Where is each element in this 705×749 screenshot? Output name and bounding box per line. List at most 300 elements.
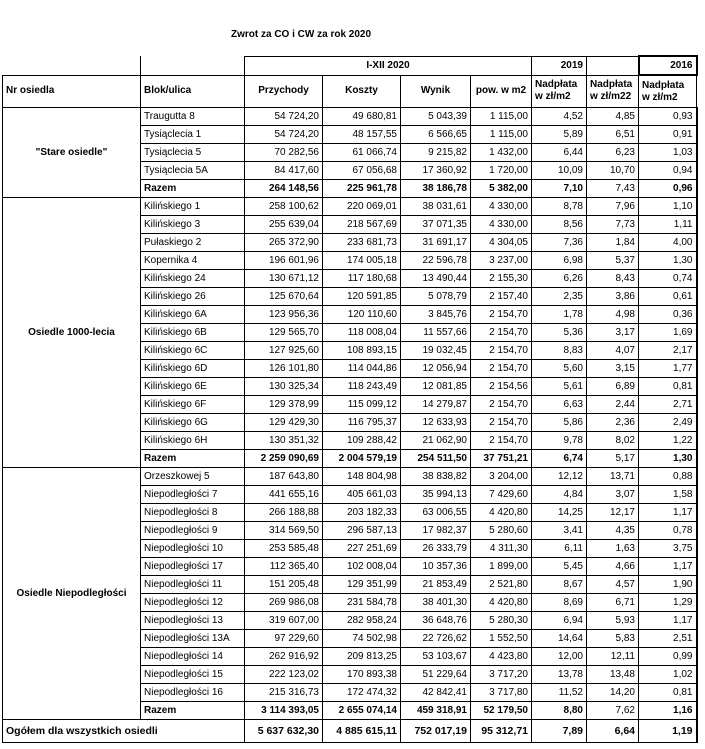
value-cell: 3 717,80 xyxy=(471,684,532,702)
value-cell: 0,88 xyxy=(639,468,697,486)
year-2019-header: 2019 xyxy=(532,56,587,75)
value-cell: 37 071,35 xyxy=(401,216,471,234)
year-2016-header: 2016 xyxy=(639,56,697,75)
value-cell: 2 154,70 xyxy=(471,342,532,360)
value-cell: 4,66 xyxy=(587,558,639,576)
blok-cell: Kopernika 4 xyxy=(141,252,245,270)
value-cell: 1,03 xyxy=(639,144,697,162)
value-cell: 129 565,70 xyxy=(245,324,323,342)
value-cell: 51 229,64 xyxy=(401,666,471,684)
value-cell: 7,36 xyxy=(532,234,587,252)
value-cell: 13,71 xyxy=(587,468,639,486)
blok-cell: Kilińskiego 6A xyxy=(141,306,245,324)
value-cell: 1,17 xyxy=(639,558,697,576)
value-cell: 123 956,36 xyxy=(245,306,323,324)
value-cell: 38 401,30 xyxy=(401,594,471,612)
value-cell: 5 043,39 xyxy=(401,108,471,126)
value-cell: 5,89 xyxy=(532,126,587,144)
value-cell: 10,70 xyxy=(587,162,639,180)
value-cell: 269 986,08 xyxy=(245,594,323,612)
value-cell: 2 154,70 xyxy=(471,414,532,432)
value-cell: 6,26 xyxy=(532,270,587,288)
value-cell: 13,48 xyxy=(587,666,639,684)
value-cell: 63 006,55 xyxy=(401,504,471,522)
value-cell: 21 853,49 xyxy=(401,576,471,594)
value-cell: 129 429,30 xyxy=(245,414,323,432)
value-cell: 215 316,73 xyxy=(245,684,323,702)
value-cell: 38 186,78 xyxy=(401,180,471,198)
value-cell: 14,64 xyxy=(532,630,587,648)
value-cell: 22 596,78 xyxy=(401,252,471,270)
value-cell: 3,07 xyxy=(587,486,639,504)
value-cell: 38 031,61 xyxy=(401,198,471,216)
value-cell: 2,36 xyxy=(587,414,639,432)
value-cell: 264 148,56 xyxy=(245,180,323,198)
value-cell: 5,36 xyxy=(532,324,587,342)
value-cell: 53 103,67 xyxy=(401,648,471,666)
value-cell: 4 330,00 xyxy=(471,216,532,234)
value-cell: 5,60 xyxy=(532,360,587,378)
value-cell: 4,84 xyxy=(532,486,587,504)
value-cell: 37 751,21 xyxy=(471,450,532,468)
value-cell: 2,17 xyxy=(639,342,697,360)
value-cell: 8,02 xyxy=(587,432,639,450)
value-cell: 2 154,70 xyxy=(471,360,532,378)
grand-total-value: 95 312,71 xyxy=(471,720,532,743)
value-cell: 225 961,78 xyxy=(323,180,401,198)
value-cell: 4 420,80 xyxy=(471,594,532,612)
value-cell: 21 062,90 xyxy=(401,432,471,450)
value-cell: 112 365,40 xyxy=(245,558,323,576)
blok-cell: Niepodległości 9 xyxy=(141,522,245,540)
value-cell: 151 205,48 xyxy=(245,576,323,594)
value-cell: 129 378,99 xyxy=(245,396,323,414)
value-cell: 130 325,34 xyxy=(245,378,323,396)
value-cell: 0,36 xyxy=(639,306,697,324)
value-cell: 441 655,16 xyxy=(245,486,323,504)
value-cell: 209 813,25 xyxy=(323,648,401,666)
value-cell: 4,00 xyxy=(639,234,697,252)
blok-cell: Tysiąclecia 5A xyxy=(141,162,245,180)
blok-cell: Kilińskiego 26 xyxy=(141,288,245,306)
value-cell: 7,62 xyxy=(587,702,639,720)
value-cell: 5 280,30 xyxy=(471,612,532,630)
value-cell: 2 521,80 xyxy=(471,576,532,594)
value-cell: 1,16 xyxy=(639,702,697,720)
blok-cell: Tysiąclecia 1 xyxy=(141,126,245,144)
value-cell: 10 357,36 xyxy=(401,558,471,576)
value-cell: 14,20 xyxy=(587,684,639,702)
value-cell: 4 420,80 xyxy=(471,504,532,522)
value-cell: 114 044,86 xyxy=(323,360,401,378)
value-cell: 3 237,00 xyxy=(471,252,532,270)
value-cell: 5 280,60 xyxy=(471,522,532,540)
blok-cell: Traugutta 8 xyxy=(141,108,245,126)
value-cell: 222 123,02 xyxy=(245,666,323,684)
value-cell: 7 429,60 xyxy=(471,486,532,504)
value-cell: 262 916,92 xyxy=(245,648,323,666)
grand-total-value: 4 885 615,11 xyxy=(323,720,401,743)
value-cell: 1,30 xyxy=(639,252,697,270)
year-2019-header-right xyxy=(587,56,639,75)
value-cell: 3 845,76 xyxy=(401,306,471,324)
osiedle-name: Osiedle Niepodległości xyxy=(3,468,141,720)
value-cell: 2 004 579,19 xyxy=(323,450,401,468)
value-cell: 4 311,30 xyxy=(471,540,532,558)
value-cell: 174 005,18 xyxy=(323,252,401,270)
value-cell: 116 795,37 xyxy=(323,414,401,432)
value-cell: 2 154,70 xyxy=(471,432,532,450)
value-cell: 5,61 xyxy=(532,378,587,396)
value-cell: 8,80 xyxy=(532,702,587,720)
value-cell: 12 056,94 xyxy=(401,360,471,378)
blok-cell: Niepodległości 17 xyxy=(141,558,245,576)
value-cell: 4 304,05 xyxy=(471,234,532,252)
value-cell: 17 360,92 xyxy=(401,162,471,180)
value-cell: 120 591,85 xyxy=(323,288,401,306)
value-cell: 2 154,56 xyxy=(471,378,532,396)
value-cell: 405 661,03 xyxy=(323,486,401,504)
value-cell: 12,17 xyxy=(587,504,639,522)
value-cell: 4,35 xyxy=(587,522,639,540)
col-nadplata-2016: Nadpłata w zł/m2 xyxy=(639,75,697,108)
blok-cell: Kilińskiego 6C xyxy=(141,342,245,360)
grand-total-value: 752 017,19 xyxy=(401,720,471,743)
value-cell: 459 318,91 xyxy=(401,702,471,720)
blok-cell: Kilińskiego 6H xyxy=(141,432,245,450)
value-cell: 5,83 xyxy=(587,630,639,648)
value-cell: 118 243,49 xyxy=(323,378,401,396)
value-cell: 7,10 xyxy=(532,180,587,198)
value-cell: 1 432,00 xyxy=(471,144,532,162)
value-cell: 67 056,68 xyxy=(323,162,401,180)
value-cell: 8,69 xyxy=(532,594,587,612)
value-cell: 12,00 xyxy=(532,648,587,666)
value-cell: 1,78 xyxy=(532,306,587,324)
table-row xyxy=(3,198,697,216)
value-cell: 6 566,65 xyxy=(401,126,471,144)
value-cell: 314 569,50 xyxy=(245,522,323,540)
value-cell: 231 584,78 xyxy=(323,594,401,612)
col-przychody: Przychody xyxy=(245,75,323,108)
value-cell: 38 838,82 xyxy=(401,468,471,486)
value-cell: 1,17 xyxy=(639,504,697,522)
value-cell: 74 502,98 xyxy=(323,630,401,648)
value-cell: 6,98 xyxy=(532,252,587,270)
value-cell: 5 078,79 xyxy=(401,288,471,306)
value-cell: 172 474,32 xyxy=(323,684,401,702)
value-cell: 255 639,04 xyxy=(245,216,323,234)
value-cell: 22 726,62 xyxy=(401,630,471,648)
value-cell: 70 282,56 xyxy=(245,144,323,162)
value-cell: 3 717,20 xyxy=(471,666,532,684)
value-cell: 253 585,48 xyxy=(245,540,323,558)
value-cell: 48 157,55 xyxy=(323,126,401,144)
value-cell: 2 154,70 xyxy=(471,324,532,342)
value-cell: 6,51 xyxy=(587,126,639,144)
blok-cell: Niepodległości 10 xyxy=(141,540,245,558)
value-cell: 1,22 xyxy=(639,432,697,450)
value-cell: 1 552,50 xyxy=(471,630,532,648)
value-cell: 266 188,88 xyxy=(245,504,323,522)
value-cell: 2 157,40 xyxy=(471,288,532,306)
value-cell: 1,63 xyxy=(587,540,639,558)
value-cell: 7,96 xyxy=(587,198,639,216)
value-cell: 2 154,70 xyxy=(471,396,532,414)
grand-total-value: 6,64 xyxy=(587,720,639,743)
value-cell: 3,86 xyxy=(587,288,639,306)
value-cell: 31 691,17 xyxy=(401,234,471,252)
value-cell: 2,44 xyxy=(587,396,639,414)
value-cell: 11,52 xyxy=(532,684,587,702)
value-cell: 196 601,96 xyxy=(245,252,323,270)
value-cell: 13,78 xyxy=(532,666,587,684)
blok-cell: Niepodległości 14 xyxy=(141,648,245,666)
value-cell: 115 099,12 xyxy=(323,396,401,414)
blok-cell: Kilińskiego 1 xyxy=(141,198,245,216)
blok-cell: Niepodległości 16 xyxy=(141,684,245,702)
grand-total-label: Ogółem dla wszystkich osiedli xyxy=(3,720,245,743)
blok-cell: Niepodległości 13A xyxy=(141,630,245,648)
blok-cell: Tysiąclecia 5 xyxy=(141,144,245,162)
col-pow: pow. w m2 xyxy=(471,75,532,108)
settlement-table xyxy=(2,55,698,743)
value-cell: 0,94 xyxy=(639,162,697,180)
value-cell: 127 925,60 xyxy=(245,342,323,360)
value-cell: 3,75 xyxy=(639,540,697,558)
value-cell: 84 417,60 xyxy=(245,162,323,180)
value-cell: 1,69 xyxy=(639,324,697,342)
value-cell: 1,58 xyxy=(639,486,697,504)
value-cell: 130 671,12 xyxy=(245,270,323,288)
value-cell: 6,74 xyxy=(532,450,587,468)
value-cell: 265 372,90 xyxy=(245,234,323,252)
value-cell: 13 490,44 xyxy=(401,270,471,288)
blok-cell: Niepodległości 7 xyxy=(141,486,245,504)
value-cell: 1,02 xyxy=(639,666,697,684)
value-cell: 118 008,04 xyxy=(323,324,401,342)
value-cell: 4 423,80 xyxy=(471,648,532,666)
grand-total-row xyxy=(3,720,697,743)
value-cell: 125 670,64 xyxy=(245,288,323,306)
value-cell: 0,74 xyxy=(639,270,697,288)
blok-cell: Niepodległości 13 xyxy=(141,612,245,630)
col-koszty: Koszty xyxy=(323,75,401,108)
header-row-1 xyxy=(3,56,697,75)
value-cell: 0,78 xyxy=(639,522,697,540)
blok-cell: Razem xyxy=(141,702,245,720)
value-cell: 6,94 xyxy=(532,612,587,630)
value-cell: 0,81 xyxy=(639,378,697,396)
value-cell: 42 842,41 xyxy=(401,684,471,702)
value-cell: 54 724,20 xyxy=(245,126,323,144)
value-cell: 233 681,73 xyxy=(323,234,401,252)
grand-total-value: 7,89 xyxy=(532,720,587,743)
value-cell: 129 351,99 xyxy=(323,576,401,594)
value-cell: 130 351,32 xyxy=(245,432,323,450)
osiedle-name: Osiedle 1000-lecia xyxy=(3,198,141,468)
value-cell: 5,37 xyxy=(587,252,639,270)
value-cell: 2,49 xyxy=(639,414,697,432)
value-cell: 254 511,50 xyxy=(401,450,471,468)
value-cell: 319 607,00 xyxy=(245,612,323,630)
blok-cell: Kilińskiego 6E xyxy=(141,378,245,396)
value-cell: 6,89 xyxy=(587,378,639,396)
value-cell: 19 032,45 xyxy=(401,342,471,360)
blok-cell: Niepodległości 12 xyxy=(141,594,245,612)
value-cell: 8,78 xyxy=(532,198,587,216)
value-cell: 1,77 xyxy=(639,360,697,378)
value-cell: 1 899,00 xyxy=(471,558,532,576)
value-cell: 6,44 xyxy=(532,144,587,162)
value-cell: 12,12 xyxy=(532,468,587,486)
period-header: I-XII 2020 xyxy=(245,56,532,75)
value-cell: 8,56 xyxy=(532,216,587,234)
value-cell: 35 994,13 xyxy=(401,486,471,504)
value-cell: 258 100,62 xyxy=(245,198,323,216)
value-cell: 2 655 074,14 xyxy=(323,702,401,720)
value-cell: 4,85 xyxy=(587,108,639,126)
value-cell: 3,41 xyxy=(532,522,587,540)
value-cell: 4,57 xyxy=(587,576,639,594)
value-cell: 6,23 xyxy=(587,144,639,162)
col-nadplata: Nadpłata w zł/m2 xyxy=(532,75,587,108)
value-cell: 26 333,79 xyxy=(401,540,471,558)
value-cell: 8,67 xyxy=(532,576,587,594)
col-osiedle: Nr osiedla xyxy=(3,75,141,108)
value-cell: 0,93 xyxy=(639,108,697,126)
value-cell: 282 958,24 xyxy=(323,612,401,630)
value-cell: 0,61 xyxy=(639,288,697,306)
value-cell: 8,43 xyxy=(587,270,639,288)
value-cell: 120 110,60 xyxy=(323,306,401,324)
value-cell: 0,99 xyxy=(639,648,697,666)
value-cell: 1,90 xyxy=(639,576,697,594)
value-cell: 54 724,20 xyxy=(245,108,323,126)
blok-cell: Kilińskiego 6D xyxy=(141,360,245,378)
value-cell: 109 288,42 xyxy=(323,432,401,450)
value-cell: 14 279,87 xyxy=(401,396,471,414)
value-cell: 5,86 xyxy=(532,414,587,432)
value-cell: 52 179,50 xyxy=(471,702,532,720)
blok-cell: Kilińskiego 6G xyxy=(141,414,245,432)
col-wynik: Wynik xyxy=(401,75,471,108)
value-cell: 1 115,00 xyxy=(471,108,532,126)
blok-cell: Niepodległości 15 xyxy=(141,666,245,684)
table-row xyxy=(3,108,697,126)
value-cell: 1,11 xyxy=(639,216,697,234)
table-row xyxy=(3,468,697,486)
value-cell: 203 182,33 xyxy=(323,504,401,522)
value-cell: 5,17 xyxy=(587,450,639,468)
value-cell: 4,98 xyxy=(587,306,639,324)
col-nadplata-2019: Nadpłata w zł/m22 xyxy=(587,75,639,108)
value-cell: 1,17 xyxy=(639,612,697,630)
value-cell: 0,91 xyxy=(639,126,697,144)
value-cell: 1,30 xyxy=(639,450,697,468)
blok-cell: Pułaskiego 2 xyxy=(141,234,245,252)
value-cell: 4,07 xyxy=(587,342,639,360)
value-cell: 2,71 xyxy=(639,396,697,414)
blok-cell: Razem xyxy=(141,180,245,198)
value-cell: 3 114 393,05 xyxy=(245,702,323,720)
col-blok: Blok/ulica xyxy=(141,75,245,108)
value-cell: 218 567,69 xyxy=(323,216,401,234)
value-cell: 7,43 xyxy=(587,180,639,198)
blok-cell: Niepodległości 11 xyxy=(141,576,245,594)
value-cell: 102 008,04 xyxy=(323,558,401,576)
value-cell: 7,73 xyxy=(587,216,639,234)
page-title: Zwrot za CO i CW za rok 2020 xyxy=(231,29,372,40)
blok-cell: Kilińskiego 6F xyxy=(141,396,245,414)
value-cell: 11 557,66 xyxy=(401,324,471,342)
value-cell: 1,84 xyxy=(587,234,639,252)
value-cell: 6,71 xyxy=(587,594,639,612)
blok-cell: Orzeszkowej 5 xyxy=(141,468,245,486)
value-cell: 12 633,93 xyxy=(401,414,471,432)
value-cell: 2,51 xyxy=(639,630,697,648)
value-cell: 49 680,81 xyxy=(323,108,401,126)
value-cell: 4,52 xyxy=(532,108,587,126)
value-cell: 296 587,13 xyxy=(323,522,401,540)
blok-cell: Kilińskiego 3 xyxy=(141,216,245,234)
value-cell: 1 720,00 xyxy=(471,162,532,180)
value-cell: 12 081,85 xyxy=(401,378,471,396)
value-cell: 12,11 xyxy=(587,648,639,666)
blok-cell: Razem xyxy=(141,450,245,468)
value-cell: 187 643,80 xyxy=(245,468,323,486)
value-cell: 2 155,30 xyxy=(471,270,532,288)
value-cell: 5,93 xyxy=(587,612,639,630)
value-cell: 8,83 xyxy=(532,342,587,360)
value-cell: 9,78 xyxy=(532,432,587,450)
value-cell: 14,25 xyxy=(532,504,587,522)
header-blank xyxy=(141,56,245,75)
value-cell: 2 259 090,69 xyxy=(245,450,323,468)
value-cell: 9 215,82 xyxy=(401,144,471,162)
value-cell: 170 893,38 xyxy=(323,666,401,684)
value-cell: 108 893,15 xyxy=(323,342,401,360)
value-cell: 10,09 xyxy=(532,162,587,180)
blok-cell: Kilińskiego 6B xyxy=(141,324,245,342)
value-cell: 36 648,76 xyxy=(401,612,471,630)
value-cell: 17 982,37 xyxy=(401,522,471,540)
value-cell: 61 066,74 xyxy=(323,144,401,162)
value-cell: 1 115,00 xyxy=(471,126,532,144)
value-cell: 220 069,01 xyxy=(323,198,401,216)
value-cell: 6,63 xyxy=(532,396,587,414)
value-cell: 6,11 xyxy=(532,540,587,558)
value-cell: 4 330,00 xyxy=(471,198,532,216)
value-cell: 2,35 xyxy=(532,288,587,306)
value-cell: 227 251,69 xyxy=(323,540,401,558)
header-blank xyxy=(3,56,141,75)
grand-total-value: 1,19 xyxy=(639,720,697,743)
value-cell: 126 101,80 xyxy=(245,360,323,378)
value-cell: 148 804,98 xyxy=(323,468,401,486)
blok-cell: Kilińskiego 24 xyxy=(141,270,245,288)
value-cell: 5 382,00 xyxy=(471,180,532,198)
grand-total-value: 5 637 632,30 xyxy=(245,720,323,743)
value-cell: 0,96 xyxy=(639,180,697,198)
value-cell: 97 229,60 xyxy=(245,630,323,648)
header-row-2 xyxy=(3,75,697,108)
blok-cell: Niepodległości 8 xyxy=(141,504,245,522)
value-cell: 0,81 xyxy=(639,684,697,702)
value-cell: 2 154,70 xyxy=(471,306,532,324)
value-cell: 3,15 xyxy=(587,360,639,378)
value-cell: 3,17 xyxy=(587,324,639,342)
